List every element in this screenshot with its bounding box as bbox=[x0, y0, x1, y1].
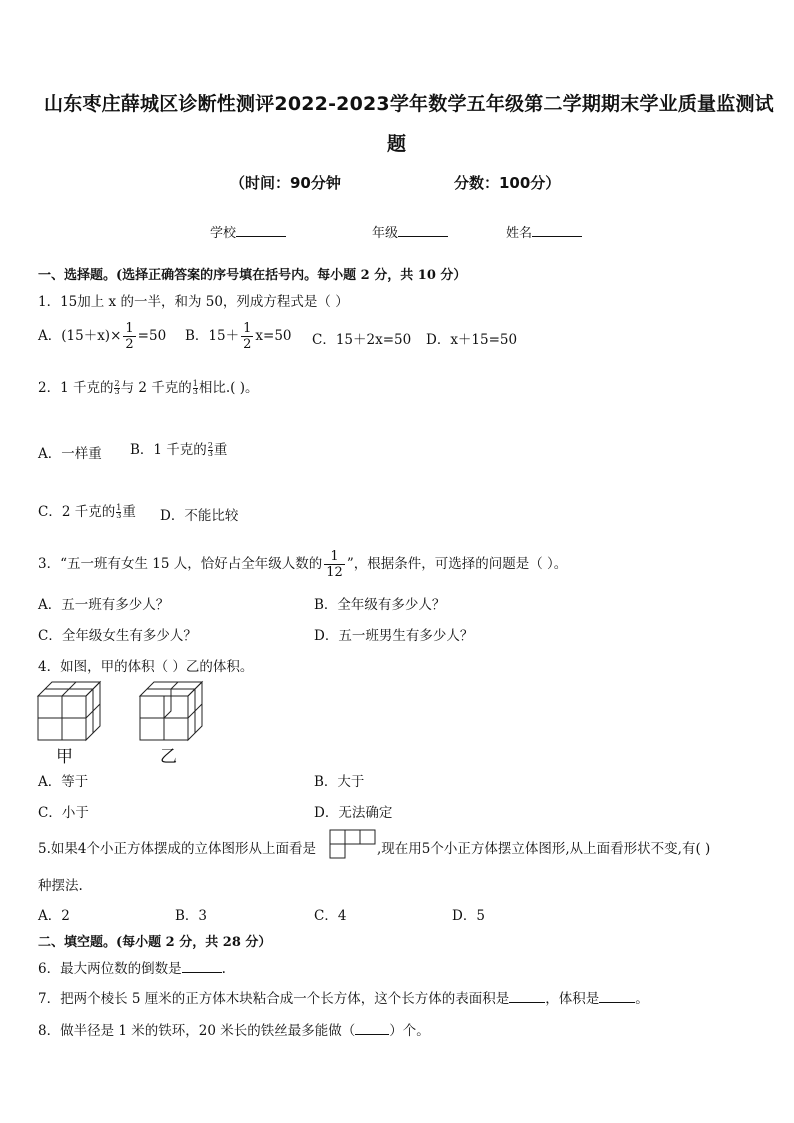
q2-f1-den: 3 bbox=[114, 387, 120, 396]
q2-option-d: D．不能比较 bbox=[160, 508, 239, 524]
exam-time: （时间：90分钟 bbox=[230, 174, 341, 192]
label-yi: 乙 bbox=[160, 747, 177, 767]
q5-option-c: C．4 bbox=[314, 908, 347, 924]
q7-mid: ，体积是 bbox=[545, 991, 600, 1007]
q4-stem: 4．如图，甲的体积（ ）乙的体积。 bbox=[38, 659, 254, 675]
q4-option-d: D．无法确定 bbox=[314, 805, 393, 821]
q3-fraction bbox=[324, 550, 345, 579]
q2-s3: 相比.( )。 bbox=[198, 380, 259, 396]
q2-f2-den: 3 bbox=[192, 387, 198, 396]
q2-b-post: 重 bbox=[213, 442, 228, 458]
q6-blank[interactable] bbox=[182, 960, 222, 973]
q2-f2-num: 1 bbox=[192, 379, 198, 389]
q2-option-b bbox=[130, 440, 227, 460]
q7-post: 。 bbox=[635, 991, 649, 1007]
q5-option-b: B．3 bbox=[175, 908, 208, 924]
page-title-line2: 题 bbox=[387, 133, 407, 155]
label-jia: 甲 bbox=[56, 747, 73, 767]
q2-b-den: 3 bbox=[207, 449, 213, 458]
q2-fraction2 bbox=[193, 381, 198, 396]
q4-option-b: B．大于 bbox=[314, 774, 365, 790]
name-field bbox=[506, 222, 582, 241]
q8-post: ）个。 bbox=[389, 1023, 430, 1039]
cube-figure-jia bbox=[36, 678, 106, 746]
q3-pre: 3．“五一班有女生 15 人，恰好占全年级人数的 bbox=[38, 556, 323, 572]
q1-option-a bbox=[38, 320, 166, 352]
q4-option-c: C．小于 bbox=[38, 805, 89, 821]
q5-stem-pre: 5.如果4个小正方体摆成的立体图形从上面看是 bbox=[38, 841, 316, 857]
q3-option-a: A．五一班有多少人？ bbox=[38, 597, 170, 613]
q1-option-b bbox=[185, 320, 292, 352]
q3-option-d: D．五一班男生有多少人？ bbox=[314, 628, 474, 644]
q1-b-num: 1 bbox=[243, 321, 252, 336]
q2-c-den: 3 bbox=[116, 511, 122, 520]
q1-a-post: =50 bbox=[137, 328, 167, 344]
q3-option-c: C．全年级女生有多少人？ bbox=[38, 628, 197, 644]
q7-blank1[interactable] bbox=[509, 990, 545, 1003]
q1-stem: 1．15加上 x 的一半，和为 50，列成方程式是（ ） bbox=[38, 294, 349, 310]
q2-c-pre: C．2 千克的 bbox=[38, 504, 116, 520]
q1-b-post: x=50 bbox=[255, 328, 292, 344]
q8 bbox=[38, 1019, 430, 1039]
q3-den: 12 bbox=[326, 565, 343, 580]
q2-b-num: 2 bbox=[207, 441, 213, 451]
name-blank[interactable] bbox=[532, 224, 582, 237]
q7-blank2[interactable] bbox=[599, 990, 635, 1003]
school-field bbox=[210, 222, 286, 241]
q5-stem-post: ,现在用5个小正方体摆立体图形,从上面看形状不变,有( ) bbox=[377, 841, 711, 857]
q2-b-pre: B．1 千克的 bbox=[130, 442, 207, 458]
q8-blank[interactable] bbox=[355, 1022, 389, 1035]
q4-option-a: A．等于 bbox=[38, 774, 89, 790]
q6 bbox=[38, 957, 226, 977]
q2-f1-num: 2 bbox=[114, 379, 120, 389]
q8-pre: 8．做半径是 1 米的铁环，20 米长的铁丝最多能做（ bbox=[38, 1023, 356, 1039]
grade-blank[interactable] bbox=[398, 224, 448, 237]
top-view-figure bbox=[329, 829, 377, 859]
q1-a-fraction bbox=[123, 322, 135, 351]
q2-b-fraction bbox=[208, 443, 213, 458]
q2-s1: 2．1 千克的 bbox=[38, 380, 114, 396]
exam-score: 分数：100分） bbox=[454, 174, 561, 192]
q2-fraction1 bbox=[114, 381, 119, 396]
cube-figure-yi bbox=[138, 678, 208, 746]
q2-c-num: 1 bbox=[116, 503, 122, 513]
school-label: 学校 bbox=[210, 226, 237, 241]
q3-post: ”，根据条件，可选择的问题是（ ）。 bbox=[346, 556, 568, 572]
grade-label: 年级 bbox=[372, 226, 399, 241]
q1-option-c: C．15＋2x=50 bbox=[312, 332, 412, 348]
name-label: 姓名 bbox=[506, 226, 533, 241]
page-title: 山东枣庄薛城区诊断性测评2022-2023学年数学五年级第二学期期末学业质量监测试 bbox=[44, 93, 774, 115]
section2-heading: 二、填空题。(每小题 2 分，共 28 分） bbox=[38, 935, 272, 950]
q7 bbox=[38, 987, 649, 1007]
q2-stem bbox=[38, 378, 258, 398]
q1-b-pre: B．15＋ bbox=[185, 328, 240, 344]
section1-heading: 一、选择题。(选择正确答案的序号填在括号内。每小题 2 分，共 10 分） bbox=[38, 268, 467, 283]
q5-option-d: D．5 bbox=[452, 908, 485, 924]
q3-num: 1 bbox=[330, 549, 339, 564]
q1-option-d: D．x＋15=50 bbox=[426, 332, 518, 348]
q5-option-a: A．2 bbox=[38, 908, 70, 924]
q1-b-fraction bbox=[241, 322, 253, 351]
q7-pre: 7．把两个棱长 5 厘米的正方体木块粘合成一个长方体，这个长方体的表面积是 bbox=[38, 991, 510, 1007]
q3-option-b: B．全年级有多少人？ bbox=[314, 597, 446, 613]
q1-a-den: 2 bbox=[125, 337, 134, 352]
q6-pre: 6．最大两位数的倒数是 bbox=[38, 961, 182, 977]
q1-b-den: 2 bbox=[243, 337, 252, 352]
q2-c-fraction bbox=[116, 505, 121, 520]
q5-stem-line2: 种摆法. bbox=[38, 878, 83, 894]
q2-s2: 与 2 千克的 bbox=[120, 380, 192, 396]
q2-option-c bbox=[38, 502, 136, 522]
q3-stem bbox=[38, 546, 567, 582]
q2-option-a: A．一样重 bbox=[38, 446, 102, 462]
grade-field bbox=[372, 222, 448, 241]
school-blank[interactable] bbox=[236, 224, 286, 237]
q2-c-post: 重 bbox=[122, 504, 136, 520]
q6-post: . bbox=[221, 961, 226, 977]
q1-a-num: 1 bbox=[125, 321, 134, 336]
q1-a-pre: A．(15＋x)× bbox=[38, 328, 122, 344]
